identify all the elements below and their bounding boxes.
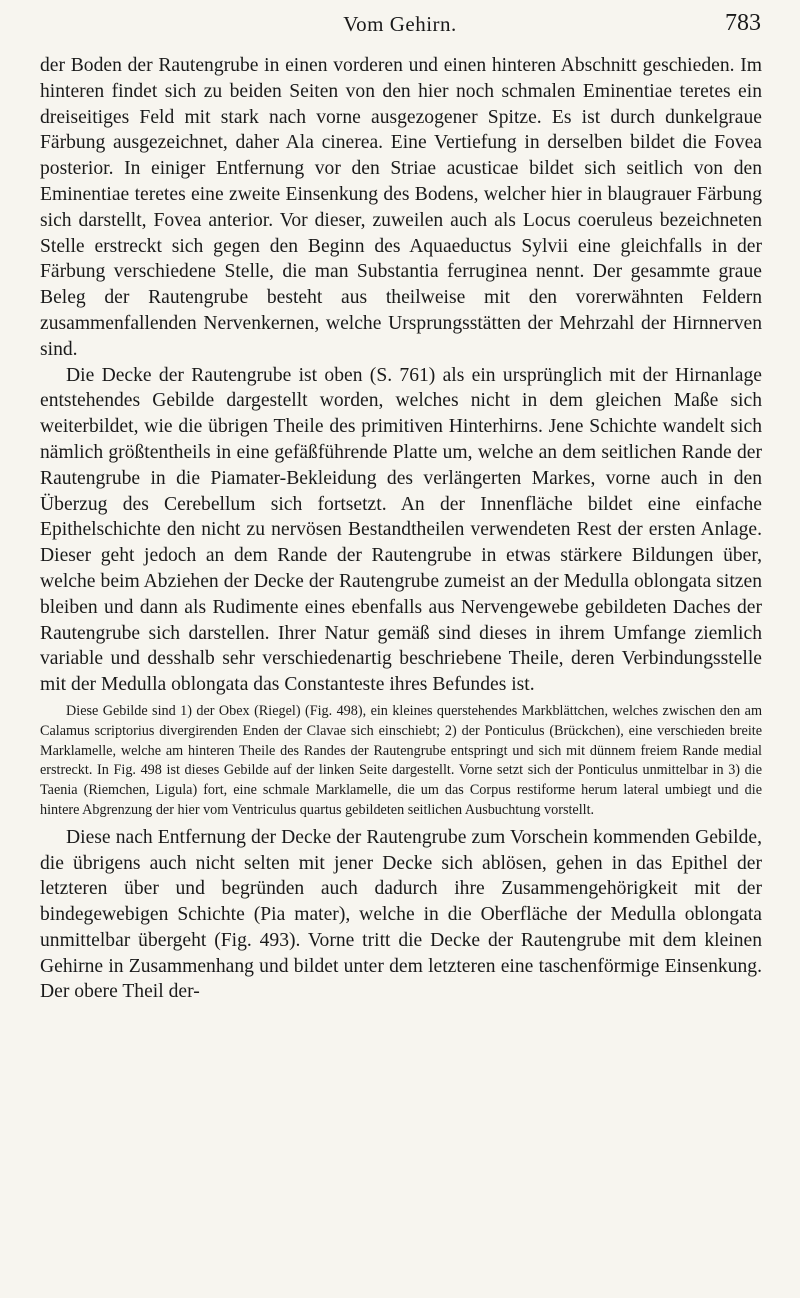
page-header <box>0 6 800 42</box>
page-number: 783 <box>725 10 761 36</box>
body-text <box>40 53 762 1005</box>
paragraph-decke: Die Decke der Rautengrube ist oben (S. 761) als ein ursprünglich mit der Hirnanlage entstehendes Gebilde dargestellt worden, welches nicht in dem gleichen Maße sich weiterbildet, wie die übrigen Theile des primitiven Hinterhirns. Jene Schichte wandelt sich nämlich größtentheils in eine gefäßführende Platte um, welche an dem seitlichen Rande der Rautengrube in die Piamater-Bekleidung des verlängerten Markes, vorne auch in den Überzug des Cerebellum sich fortsetzt. An der Innenfläche bildet eine einfache Epithelschichte den nicht zu nervösen Bestandtheilen verwendeten Rest der ersten Anlage. Dieser geht jedoch an dem Rande der Rautengrube in etwas stärkere Bildungen über, welche beim Abziehen der Decke der Rautengrube zumeist an der Medulla oblongata sitzen bleiben und dann als Rudimente eines ebenfalls aus Nervengewebe gebildeten Daches der Rautengrube sich darstellen. Ihrer Natur gemäß sind dieses in ihrem Umfange ziemlich variable und desshalb sehr verschiedenartig beschriebene Theile, deren Verbindungsstelle mit der Medulla oblongata das Constanteste ihres Befundes ist. <box>40 364 762 696</box>
paragraph-continuation: der Boden der Rautengrube in einen vorderen und einen hinteren Abschnitt geschieden. Im hinteren findet sich zu beiden Seiten von den hier noch schmalen Eminentiae teretes ein dreiseitiges Feld mit stark nach vorne ausgezogener Spitze. Es ist durch dunkelgraue Färbung ausgezeichnet, daher Ala cinerea. Eine Vertiefung in derselben bildet die Fovea posterior. In einiger Entfernung vor den Striae acusticae bildet sich seitlich von den Eminentiae teretes eine zweite Einsenkung des Bodens, welcher hier in blaugrauer Färbung sich darstellt, Fovea anterior. Vor dieser, zuweilen auch als Locus coeruleus bezeichneten Stelle erstreckt sich gegen den Beginn des Aquaeductus Sylvii eine gleichfalls in der Färbung verschiedene Stelle, die man Substantia ferruginea nennt. Der gesammte graue Beleg der Rautengrube besteht aus theilweise mit den vorerwähnten Feldern zusammenfallenden Nervenkernen, welche Ursprungsstätten der Mehrzahl der Hirnnerven sind. <box>40 55 762 360</box>
paragraph-closing: Diese nach Entfernung der Decke der Rautengrube zum Vorschein kommenden Gebilde, die übrigens auch nicht selten mit jener Decke sich ablösen, gehen in das Epithel der letzteren über und begründen auch dadurch ihre Zusammengehörigkeit mit der bindegewebigen Schichte (Pia mater), welche in die Oberfläche der Medulla oblongata unmittelbar übergeht (Fig. 493). Vorne tritt die Decke der Rautengrube mit dem kleinen Gehirne in Zusammenhang und bildet unter dem letzteren eine taschenförmige Einsenkung. Der obere Theil der- <box>40 826 762 1003</box>
running-title: Vom Gehirn. <box>343 12 457 36</box>
footnote-small-print: Diese Gebilde sind 1) der Obex (Riegel) (Fig. 498), ein kleines querstehendes Markblättchen, welches zwischen den am Calamus scriptorius divergirenden Enden der Clavae sich einschiebt; 2) der Ponticulus (Brückchen), eine verschieden breite Marklamelle, welche am hinteren Theile des Randes der Rautengrube entspringt und sich mit dünnem freiem Rande medial erstreckt. In Fig. 498 ist dieses Gebilde auf der linken Seite dargestellt. Vorne setzt sich der Ponticulus unmittelbar in 3) die Taenia (Riemchen, Ligula) fort, eine schmale Marklamelle, die um das Corpus restiforme herum lateral umbiegt und die hintere Abgrenzung der hier vom Ventriculus quartus gebildeten seitlichen Ausbuchtung vorstellt. <box>40 702 762 818</box>
